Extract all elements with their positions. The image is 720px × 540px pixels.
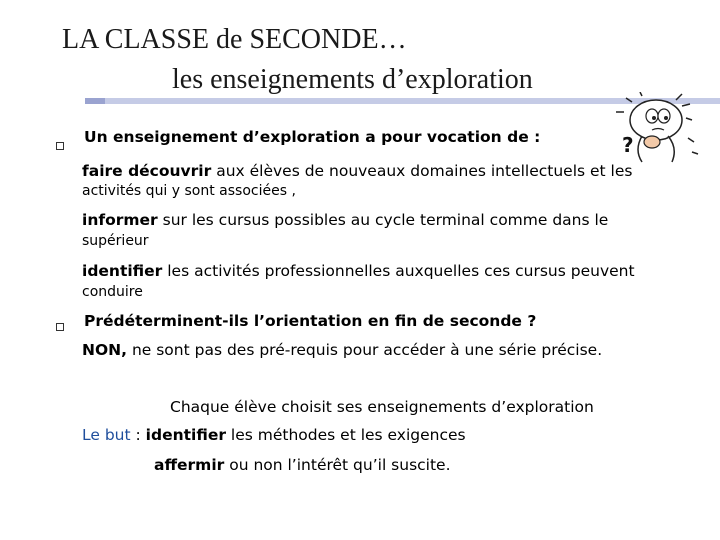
item3-rest-b: conduire [82,284,143,300]
section2-answer [82,340,602,360]
section1-heading: Un enseignement d’exploration a pour vocation de : [84,128,541,146]
but-label: Le but [82,426,131,444]
section2-heading: Prédéterminent-ils l’orientation en fin de seconde ? [84,312,537,330]
item2-line-a [82,210,608,230]
line3-rest: ou non l’intérêt qu’il suscite. [224,456,451,474]
item1-strong: faire découvrir [82,162,212,180]
thinking-face-icon [612,92,702,164]
item3-rest-a: les activités professionnelles auxquelles ces cursus peuvent [162,262,635,280]
question-mark: ? [622,133,634,157]
bullet-icon [56,142,64,150]
item1-line-a [82,161,632,181]
title-line-2: les enseignements d’exploration [172,64,533,95]
bullet-icon [56,323,64,331]
footer-line-3 [154,455,451,475]
item2-rest-b: supérieur [82,233,149,249]
footer-line-2 [82,425,466,445]
item3-strong: identifier [82,262,163,280]
item2-strong: informer [82,211,158,229]
but-rest: les méthodes et les exigences [225,426,466,444]
item3-line-a [82,261,635,281]
but-sep: : [130,426,146,444]
title-line-1: LA CLASSE de SECONDE… [62,24,407,55]
answer-rest: ne sont pas des pré-requis pour accéder à une série précise. [127,341,603,359]
item1-rest-b: activités qui y sont associées , [82,183,296,199]
but-strong: identifier [145,426,226,444]
item1-rest-a: aux élèves de nouveaux domaines intellectuels et les [211,162,633,180]
line3-strong: affermir [154,456,225,474]
answer-strong: NON, [82,341,128,359]
item2-rest-a: sur les cursus possibles au cycle terminal comme dans le [157,211,609,229]
footer-line-1: Chaque élève choisit ses enseignements d’exploration [170,398,594,416]
